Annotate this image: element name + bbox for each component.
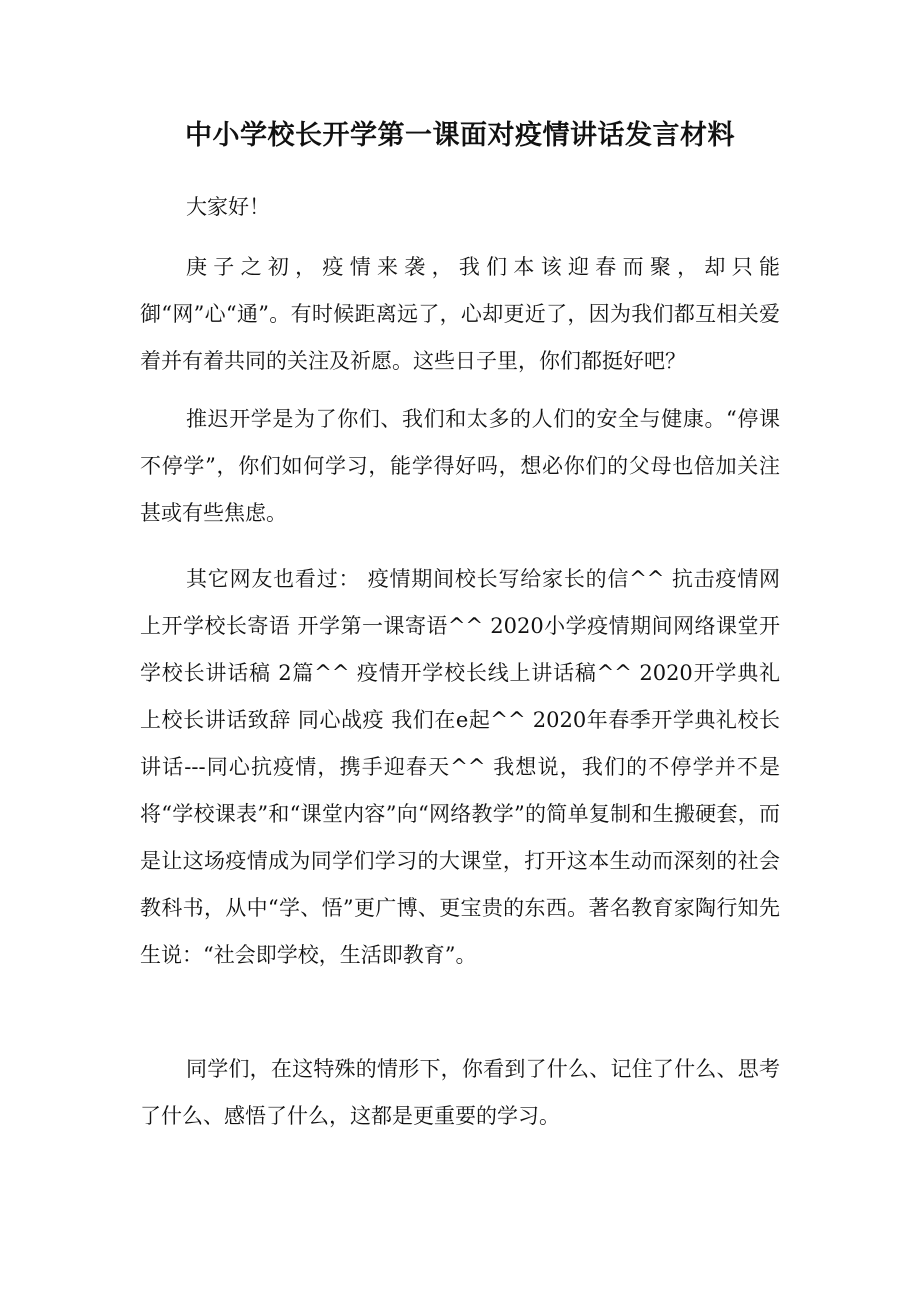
paragraph-3: 其它网友也看过： 疫情期间校长写给家长的信^^ 抗击疫情网上开学校长寄语 开学第一课寄语^^ 2020小学疫情期间网络课堂开学校长讲话稿 2篇^^ 疫情开学校长线上讲话稿^^ 2020开学典礼上校长讲话致辞 同心战疫 我们在e起^^ 2020年春季开学典礼校长讲话---同心抗疫情，携手迎春天^^ 我想说，我们的不停学并不是将“学校课表”和“课堂内容”向“网络教学”的简单复制和生搬硬套，而是让这场疫情成为同学们学习的大课堂，打开这本生动而深刻的社会教科书，从中“学、悟”更广博、更宝贵的东西。著名教育家陶行知先生说：“社会即学校，生活即教育”。	[140, 567, 780, 967]
greeting: 大家好！	[186, 195, 270, 219]
paragraph-4: 同学们，在这特殊的情形下，你看到了什么、记住了什么、思考了什么、感悟了什么，这都是更重要的学习。	[140, 1057, 780, 1128]
paragraph-2: 推迟开学是为了你们、我们和太多的人们的安全与健康。“停课不停学”，你们如何学习，能学得好吗，想必你们的父母也倍加关注甚或有些焦虑。	[140, 407, 780, 525]
paragraph-1: 庚子之初，疫情来袭，我们本该迎春而聚，却只能御“网”心“通”。有时候距离远了，心却更近了，因为我们都互相关爱着并有着共同的关注及祈愿。这些日子里，你们都挺好吧？	[140, 255, 780, 373]
document-title: 中小学校长开学第一课面对疫情讲话发言材料	[185, 120, 735, 151]
